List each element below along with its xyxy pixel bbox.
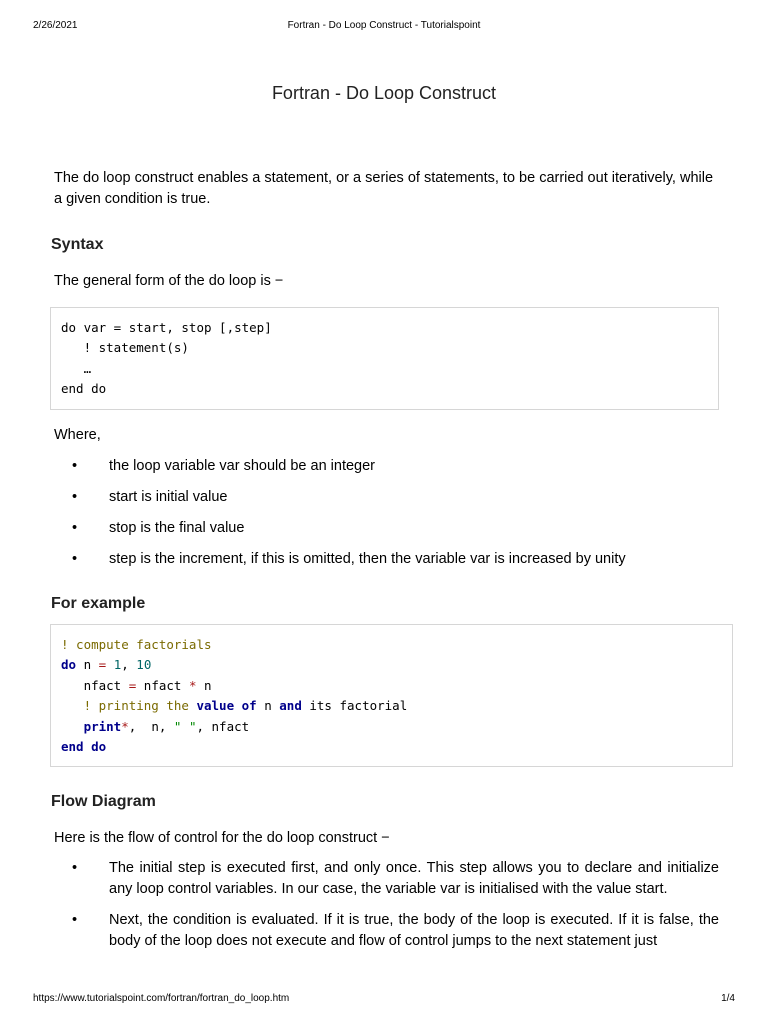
flow-heading: Flow Diagram — [51, 793, 156, 810]
flow-lead: Here is the flow of control for the do loop construct − — [54, 830, 390, 846]
code-keyword: end do — [61, 739, 107, 755]
intro-paragraph: The do loop construct enables a statement, or a series of statements, to be carried out iteratively, while a given condition is true. — [54, 170, 714, 207]
list-item: • step is the increment, if this is omitted, then the variable var is increased by unity — [54, 549, 719, 570]
print-date: 2/26/2021 — [33, 20, 78, 31]
page-title: Fortran - Do Loop Construct — [271, 83, 497, 103]
code-line: nfact = nfact * n — [61, 677, 212, 693]
code-line: ! statement(s) — [61, 340, 189, 356]
flow-list — [54, 858, 719, 952]
print-footer-url: https://www.tutorialspoint.com/fortran/fortran_do_loop.htm — [33, 993, 290, 1004]
code-line: ! printing the value of n and its factorial — [61, 698, 408, 714]
syntax-lead: The general form of the do loop is − — [54, 273, 284, 289]
code-line: print*, n, " ", nfact — [83, 718, 250, 734]
print-page-number: 1/4 — [721, 993, 735, 1004]
list-item: • start is initial value — [54, 487, 719, 508]
code-line: do n = 1, 10 — [61, 657, 152, 673]
code-line: end do — [61, 381, 107, 397]
syntax-heading: Syntax — [51, 236, 104, 253]
list-item: • Next, the condition is evaluated. If it is true, the body of the loop is executed. If it is false, the body of the loop does not execute and flow of control jumps to the next statement just — [54, 910, 719, 952]
list-item: • the loop variable var should be an integer — [54, 456, 719, 477]
print-header-title: Fortran - Do Loop Construct - Tutorialspoint — [287, 20, 481, 31]
code-keyword: do — [61, 657, 77, 673]
code-line: do var = start, stop [,step] — [61, 320, 272, 335]
example-code-block — [50, 624, 733, 767]
list-item: • The initial step is executed first, and only once. This step allows you to declare and initialize any loop control variables. In our case, the variable var is initialised with the value start. — [54, 858, 719, 900]
where-list — [54, 456, 719, 570]
list-item: • stop is the final value — [54, 518, 719, 539]
syntax-code-block — [50, 307, 719, 410]
where-label: Where, — [54, 427, 101, 443]
example-heading: For example — [51, 595, 146, 612]
code-line: … — [61, 360, 92, 376]
code-comment: ! compute factorials — [61, 637, 212, 652]
